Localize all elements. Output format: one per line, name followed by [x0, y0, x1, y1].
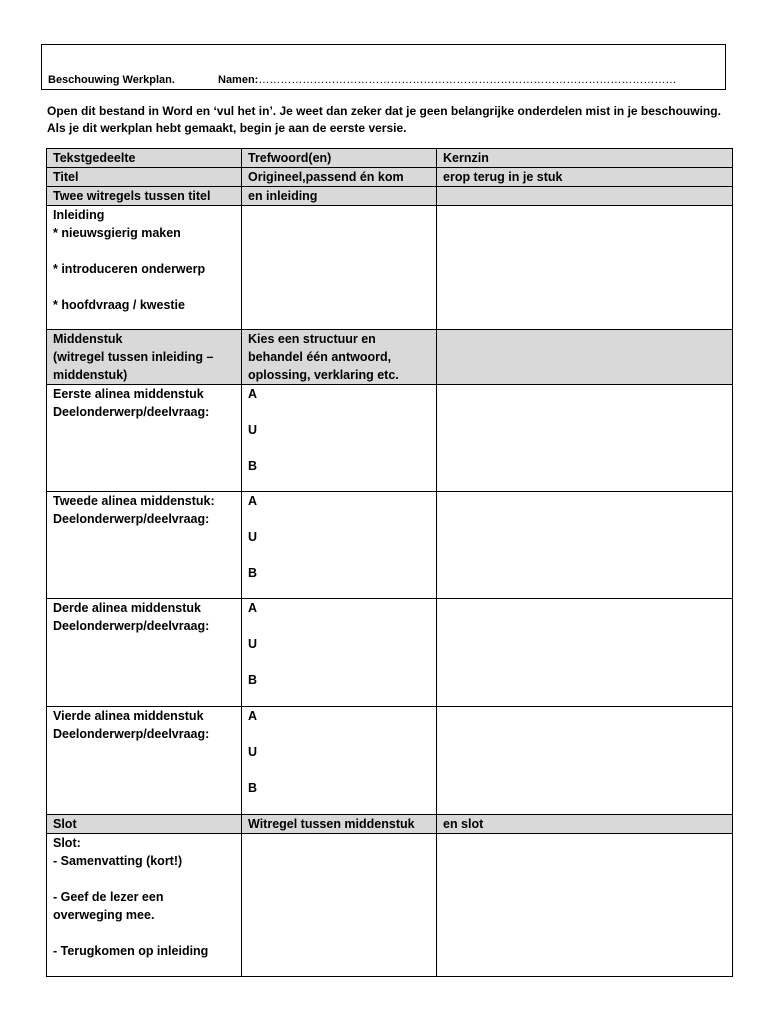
- names-fill-line[interactable]: ……………………………………………………………………………………………………: [258, 74, 677, 86]
- alinea-kernzin-cell[interactable]: [437, 492, 733, 599]
- slot-label: Slot: [47, 815, 242, 834]
- slot-witregel-end: en slot: [437, 815, 733, 834]
- intro-text: Open dit bestand in Word en ‘vul het in’. Je weet dan zeker dat je geen belangrijke onderdelen mist in je beschouwing. Als je dit werkplan hebt gemaakt, begin je aan de eerste versie.: [47, 104, 721, 135]
- letter-u: U: [248, 530, 258, 544]
- letter-a: A: [248, 387, 258, 401]
- middenstuk-instruction: oplossing, verklaring etc.: [248, 368, 399, 382]
- alinea-aub-cell[interactable]: [242, 599, 437, 707]
- titel-trefwoord: Origineel,passend én kom: [242, 168, 437, 187]
- alinea-label-cell: [47, 599, 242, 707]
- middenstuk-note: middenstuk): [53, 368, 128, 382]
- witregels-row: [47, 187, 733, 206]
- inleiding-item: * hoofdvraag / kwestie: [53, 298, 185, 312]
- witregels-kernzin: [437, 187, 733, 206]
- alinea-label: Vierde alinea middenstuk: [53, 709, 204, 723]
- header-kernzin: Kernzin: [437, 149, 733, 168]
- slot-kernzin-cell[interactable]: [437, 834, 733, 977]
- slot-item: - Samenvatting (kort!): [53, 854, 183, 868]
- inleiding-kernzin-cell[interactable]: [437, 206, 733, 330]
- alinea-kernzin-cell[interactable]: [437, 599, 733, 707]
- slot-item: - Terugkomen op inleiding: [53, 944, 209, 958]
- alinea-label-cell: [47, 707, 242, 815]
- alinea-sub: Deelonderwerp/deelvraag:: [53, 727, 210, 741]
- table-header-row: [47, 149, 733, 168]
- alinea-row-1: [47, 385, 733, 492]
- alinea-aub-cell[interactable]: [242, 707, 437, 815]
- header-line: [48, 74, 676, 86]
- slot-item: overweging mee.: [53, 908, 155, 922]
- letter-a: A: [248, 709, 258, 723]
- document-title: Beschouwing Werkplan.: [48, 74, 175, 86]
- alinea-row-3: [47, 599, 733, 707]
- letter-b: B: [248, 673, 258, 687]
- letter-a: A: [248, 494, 258, 508]
- slot-trefwoord-cell[interactable]: [242, 834, 437, 977]
- middenstuk-row: [47, 330, 733, 385]
- slot-witregel: Witregel tussen middenstuk: [242, 815, 437, 834]
- inleiding-trefwoord-cell[interactable]: [242, 206, 437, 330]
- middenstuk-kernzin-cell: [437, 330, 733, 385]
- slot-item: - Geef de lezer een: [53, 890, 164, 904]
- middenstuk-instruction-cell: [242, 330, 437, 385]
- inleiding-item: * introduceren onderwerp: [53, 262, 206, 276]
- middenstuk-note: (witregel tussen inleiding –: [53, 350, 214, 364]
- slot-row: [47, 815, 733, 834]
- slot-cell: [47, 834, 242, 977]
- letter-a: A: [248, 601, 258, 615]
- slot-content-row: [47, 834, 733, 977]
- alinea-label-cell: [47, 385, 242, 492]
- alinea-kernzin-cell[interactable]: [437, 385, 733, 492]
- witregels-label: Twee witregels tussen titel: [47, 187, 242, 206]
- titel-row: [47, 168, 733, 187]
- alinea-label: Derde alinea middenstuk: [53, 601, 201, 615]
- header-tekstgedeelte: Tekstgedeelte: [47, 149, 242, 168]
- middenstuk-instruction: behandel één antwoord,: [248, 350, 392, 364]
- alinea-label-cell: [47, 492, 242, 599]
- letter-b: B: [248, 781, 258, 795]
- alinea-aub-cell[interactable]: [242, 385, 437, 492]
- letter-u: U: [248, 637, 258, 651]
- titel-kernzin: erop terug in je stuk: [437, 168, 733, 187]
- names-label: Namen:: [218, 74, 259, 86]
- letter-b: B: [248, 566, 258, 580]
- alinea-label: Tweede alinea middenstuk:: [53, 494, 215, 508]
- alinea-row-4: [47, 707, 733, 815]
- inleiding-label: Inleiding: [53, 208, 105, 222]
- middenstuk-instruction: Kies een structuur en: [248, 332, 376, 346]
- middenstuk-label: Middenstuk: [53, 332, 123, 346]
- header-box: [41, 44, 726, 90]
- letter-u: U: [248, 423, 258, 437]
- alinea-row-2: [47, 492, 733, 599]
- inleiding-row: [47, 206, 733, 330]
- middenstuk-label-cell: [47, 330, 242, 385]
- alinea-kernzin-cell[interactable]: [437, 707, 733, 815]
- witregels-trefwoord: en inleiding: [242, 187, 437, 206]
- slot-heading: Slot:: [53, 836, 81, 850]
- titel-label: Titel: [47, 168, 242, 187]
- inleiding-cell: [47, 206, 242, 330]
- inleiding-item: * nieuwsgierig maken: [53, 226, 181, 240]
- alinea-sub: Deelonderwerp/deelvraag:: [53, 512, 210, 526]
- workplan-table: [46, 148, 733, 977]
- letter-b: B: [248, 459, 258, 473]
- alinea-label: Eerste alinea middenstuk: [53, 387, 204, 401]
- alinea-sub: Deelonderwerp/deelvraag:: [53, 405, 210, 419]
- alinea-aub-cell[interactable]: [242, 492, 437, 599]
- letter-u: U: [248, 745, 258, 759]
- header-trefwoorden: Trefwoord(en): [242, 149, 437, 168]
- alinea-sub: Deelonderwerp/deelvraag:: [53, 619, 210, 633]
